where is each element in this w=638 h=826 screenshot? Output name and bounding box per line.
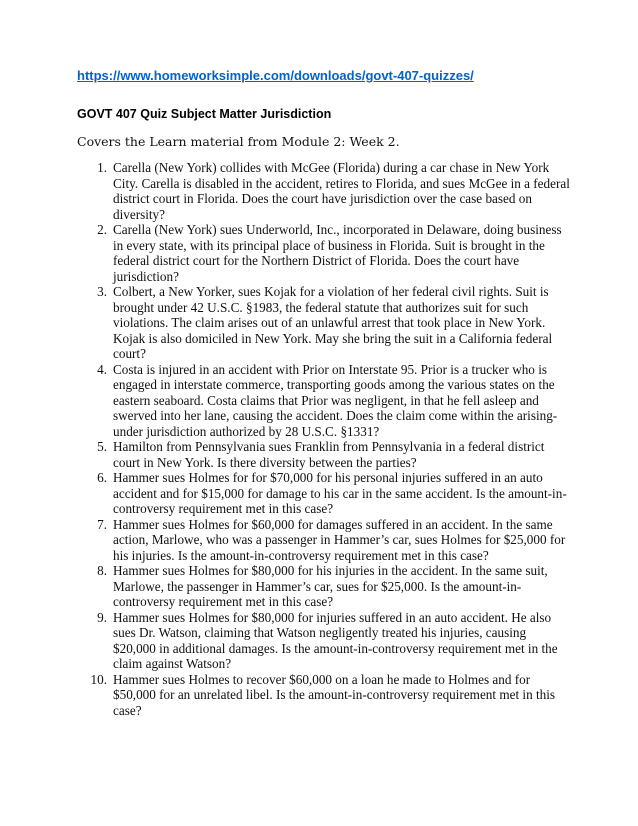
- question-item: [77, 610, 571, 672]
- question-number: 1.: [97, 160, 107, 175]
- question-item: [77, 160, 571, 222]
- intro-text: Covers the Learn material from Module 2: Week 2.: [77, 134, 400, 149]
- question-item: [77, 439, 571, 470]
- question-text: Hamilton from Pennsylvania sues Franklin from Pennsylvania in a federal district court in New York. Is there diversity between the parties?: [113, 439, 545, 470]
- source-link[interactable]: https://www.homeworksimple.com/downloads/govt-407-quizzes/: [77, 68, 474, 83]
- question-number: 6.: [97, 470, 107, 485]
- question-number: 5.: [97, 439, 107, 454]
- question-number: 10.: [90, 671, 107, 687]
- question-item: [77, 672, 571, 719]
- question-text: Hammer sues Holmes for $80,000 for his injuries in the accident. In the same suit, Marlowe, the passenger in Hammer’s car, sues for $25,000. Is the amount-in-controversy requirement met in this case?: [113, 563, 548, 609]
- question-item: [77, 563, 571, 610]
- question-number: 9.: [97, 609, 107, 625]
- question-item: [77, 470, 571, 517]
- question-text: Carella (New York) sues Underworld, Inc., incorporated in Delaware, doing business in every state, with its principal place of business in Florida. Suit is brought in the federal district court for the Northern District of Florida. Does the court have jurisdiction?: [113, 222, 562, 284]
- question-number: 7.: [97, 516, 107, 532]
- question-item: [77, 517, 571, 564]
- question-item: [77, 362, 571, 440]
- question-text: Carella (New York) collides with McGee (Florida) during a car chase in New York City. Carella is disabled in the accident, retires to Florida, and sues McGee in a federal district court in Florida. Does the court have jurisdiction over the case based on diversity?: [113, 160, 570, 222]
- question-item: [77, 222, 571, 284]
- question-text: Colbert, a New Yorker, sues Kojak for a violation of her federal civil rights. Suit is brought under 42 U.S.C. §1983, the federal statute that authorizes suit for such violations. The claim arises out of an unlawful arrest that took place in New York. Kojak is also domiciled in New York. May she bring the suit in a California federal court?: [113, 284, 553, 361]
- question-list: [77, 160, 571, 718]
- question-text: Hammer sues Holmes for $80,000 for injuries suffered in an auto accident. He also sues Dr. Watson, claiming that Watson negligently treated his injuries, causing $20,000 in additional damages. Is the amount-in-controversy requirement met in the claim against Watson?: [113, 609, 558, 671]
- question-text: Hammer sues Holmes to recover $60,000 on a loan he made to Holmes and for $50,000 for an unrelated libel. Is the amount-in-controversy requirement met in this case?: [113, 671, 556, 718]
- question-text: Costa is injured in an accident with Prior on Interstate 95. Prior is a trucker who is engaged in interstate commerce, transporting goods among the various states on the eastern seaboard. Costa claims that Prior was negligent, in that he fell asleep and swerved into her lane, causing the accident. Does the claim come within the arising-under jurisdiction authorized by 28 U.S.C. §1331?: [113, 361, 558, 439]
- question-item: [77, 284, 571, 362]
- question-number: 8.: [97, 563, 107, 578]
- question-number: 2.: [97, 222, 107, 237]
- page-title: GOVT 407 Quiz Subject Matter Jurisdiction: [77, 107, 332, 121]
- question-number: 4.: [97, 361, 107, 377]
- question-text: Hammer sues Holmes for $60,000 for damages suffered in an accident. In the same action, Marlowe, who was a passenger in Hammer’s car, sues Holmes for $25,000 for his injuries. Is the amount-in-controversy requirement met in this case?: [113, 516, 566, 563]
- question-number: 3.: [97, 284, 107, 299]
- question-text: Hammer sues Holmes for for $70,000 for his personal injuries suffered in an auto accident and for $15,000 for damage to his car in the same accident. Is the amount-in- controversy requirement met in this case?: [113, 470, 567, 516]
